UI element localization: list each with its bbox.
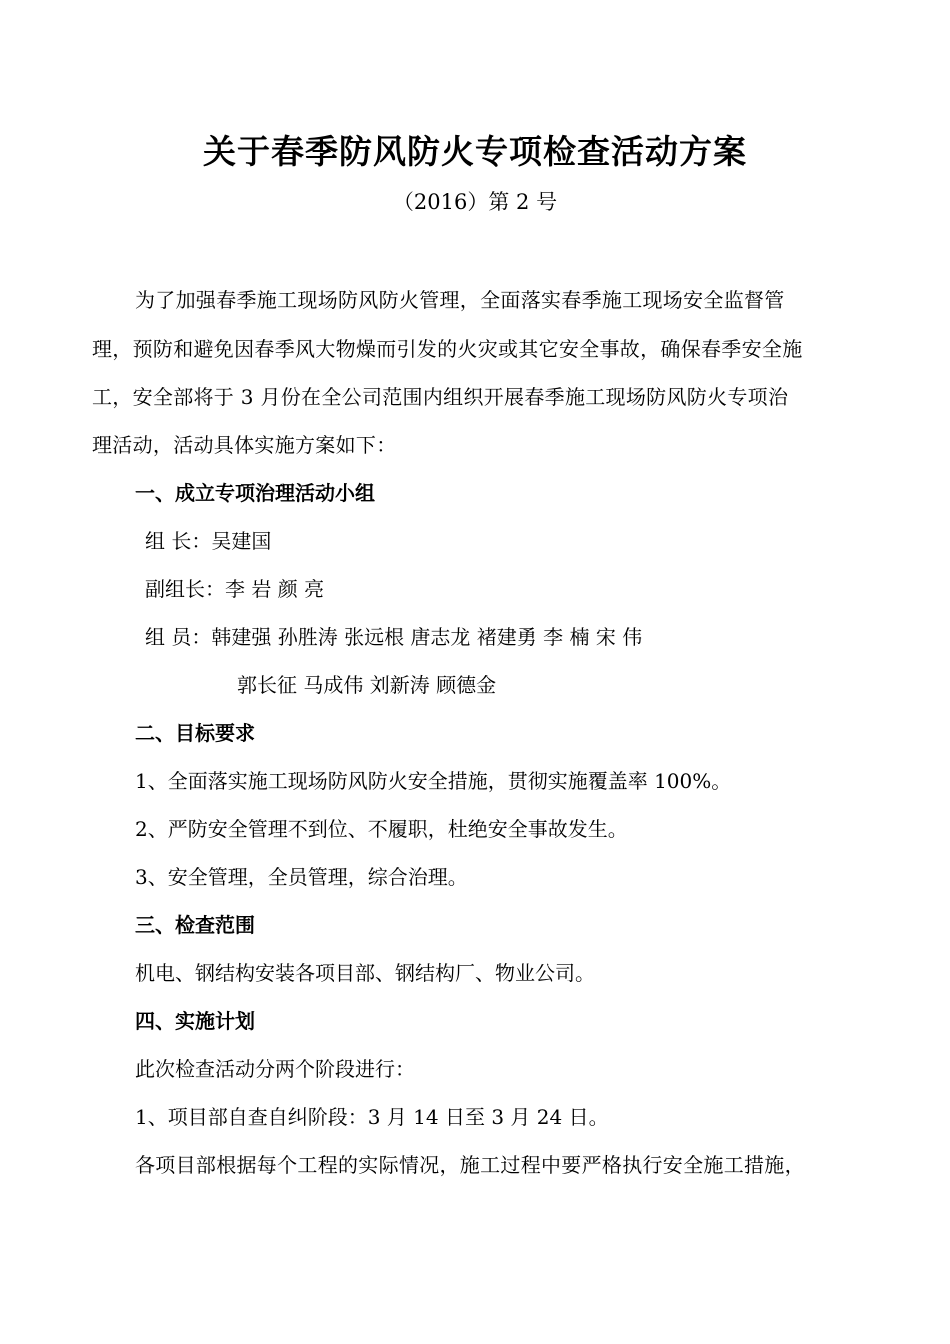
- section-2-heading: 二、目标要求: [135, 721, 255, 745]
- group-members-line-1: 组 员：韩建强 孙胜涛 张远根 唐志龙 褚建勇 李 楠 宋 伟: [145, 625, 643, 649]
- document-title: 关于春季防风防火专项检查活动方案: [203, 132, 747, 171]
- target-item-2: 2、严防安全管理不到位、不履职，杜绝安全事故发生。: [135, 817, 628, 841]
- target-item-1: 1、全面落实施工现场防风防火安全措施，贯彻实施覆盖率 100%。: [135, 769, 732, 793]
- section-1-heading: 一、成立专项治理活动小组: [135, 481, 375, 505]
- scope-text: 机电、钢结构安装各项目部、钢结构厂、物业公司。: [135, 961, 595, 985]
- plan-stage-1-text: 各项目部根据每个工程的实际情况，施工过程中要严格执行安全施工措施，: [135, 1153, 805, 1177]
- plan-stage-1: 1、项目部自查自纠阶段：3 月 14 日至 3 月 24 日。: [135, 1105, 609, 1129]
- target-item-3: 3、安全管理，全员管理，综合治理。: [135, 865, 468, 889]
- intro-line-4: 理活动，活动具体实施方案如下：: [92, 433, 397, 457]
- group-leader: 组 长：吴建国: [145, 529, 272, 553]
- group-members-line-2: 郭长征 马成伟 刘新涛 顾德金: [237, 673, 497, 697]
- intro-line-1: 为了加强春季施工现场防风防火管理，全面落实春季施工现场安全监督管: [135, 288, 785, 312]
- document-number: （2016）第 2 号: [392, 190, 558, 214]
- intro-line-2: 理，预防和避免因春季风大物燥而引发的火灾或其它安全事故，确保春季安全施: [92, 337, 803, 361]
- group-deputy: 副组长：李 岩 颜 亮: [145, 577, 325, 601]
- section-3-heading: 三、检查范围: [135, 913, 255, 937]
- section-4-heading: 四、实施计划: [135, 1009, 255, 1033]
- plan-intro: 此次检查活动分两个阶段进行：: [135, 1057, 415, 1081]
- intro-line-3: 工，安全部将于 3 月份在全公司范围内组织开展春季施工现场防风防火专项治: [92, 385, 789, 409]
